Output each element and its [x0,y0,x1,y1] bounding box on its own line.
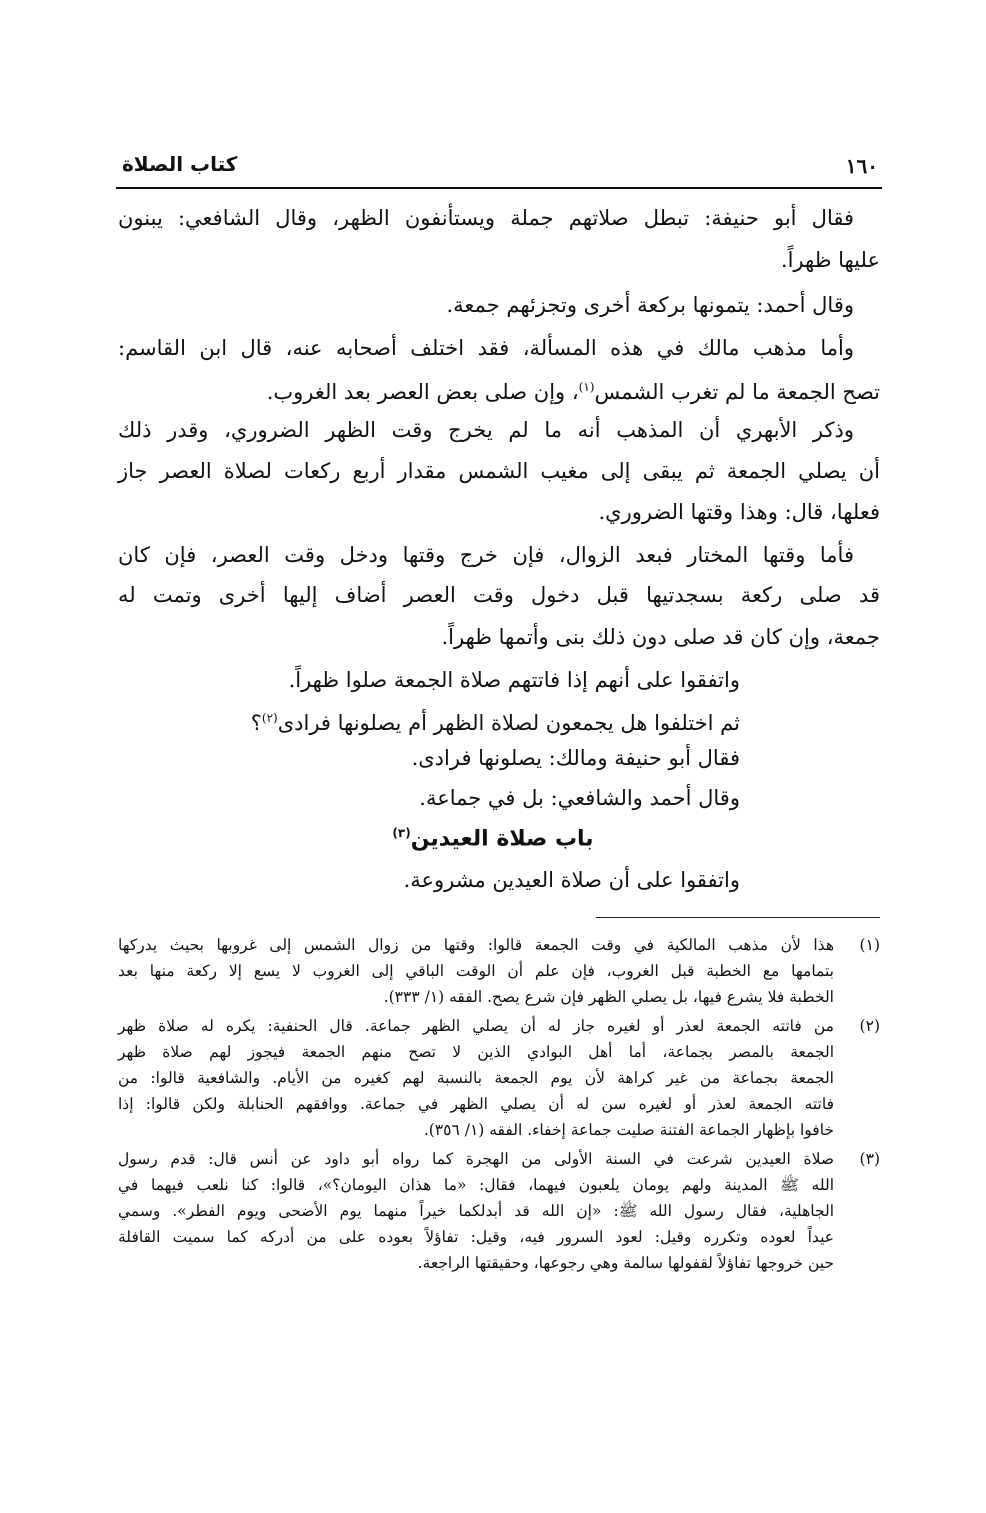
page-header [118,148,880,184]
footnote-1 [118,932,880,1010]
body-line: فعلها، قال: وهذا وقتها الضروري. [598,500,880,524]
footnote-number: (٢) [859,1017,880,1035]
footnote-number: (١) [859,936,880,954]
body-line: عليها ظهراً. [780,248,880,272]
body-line: وأما مذهب مالك في هذه المسألة، فقد اختلف أصحابه عنه، قال ابن القاسم: [118,336,854,360]
footnote-line: الله ﷺ المدينة ولهم يومان يلعبون فيهما، فقال: «ما هذان اليومان؟»، قالوا: كنا نلعب فيهما في [118,1176,834,1194]
body-text: تصح الجمعة ما لم تغرب الشمس [594,380,880,404]
body-line: وذكر الأبهري أن المذهب أنه ما لم يخرج وقت الظهر الضروري، وقدر ذلك [118,418,854,442]
footnote-line: الخطبة فلا يشرع فيها، بل يصلي الظهر فإن شرع يصح. الفقه (١/ ٣٣٣). [383,988,834,1006]
footnote-line: خافوا بإظهار الجماعة الفتنة صليت جماعة إخفاء. الفقه (١/ ٣٥٦). [423,1121,834,1139]
footnote-3 [118,1146,880,1276]
body-line: أن يصلي الجمعة ثم يبقى إلى مغيب الشمس مقدار أربع ركعات لصلاة العصر جاز [118,459,880,483]
footnote-ref-2[interactable]: (٢) [261,711,278,725]
heading-text: باب صلاة العيدين [410,826,594,852]
body-line: جمعة، وإن كان قد صلى دون ذلك بنى وأتمها ظهراً. [441,625,880,649]
footnote-line: عيداً لعوده وتكرره وقيل: لعود السرور فيه، وقيل: تفاؤلاً بعوده على من أدركه كما سميت القافلة [118,1228,834,1246]
footnote-ref-3[interactable]: (٣) [392,826,411,840]
running-title: كتاب الصلاة [122,152,238,176]
body-line: وقال أحمد: يتمونها بركعة أخرى وتجزئهم جمعة. [446,293,854,317]
body-line: وقال أحمد والشافعي: بل في جماعة. [419,786,740,810]
footnote-line: من فاتته الجمعة لعذر أو لغيره جاز له أن يصلي الظهر جماعة. قال الحنفية: يكره له صلاة ظهر [118,1017,834,1035]
footnote-line: الجمعة بجماعة من غير كراهة لأن يوم الجمعة بالنسبة لهم كغيره من الأيام. والشافعية قالوا: من [118,1069,834,1087]
body-text: ثم اختلفوا هل يجمعون لصلاة الظهر أم يصلونها فرادى [277,711,740,735]
footnote-line: حين خروجها تفاؤلاً لقفولها سالمة وهي رجوعها، وحقيقتها الراجعة. [417,1254,834,1272]
body-text: ، وإن صلى بعض العصر بعد الغروب. [266,380,579,404]
body-line: واتفقوا على أن صلاة العيدين مشروعة. [403,868,740,892]
header-rule [116,187,882,189]
section-heading [0,826,986,851]
body-line: فقال أبو حنيفة: تبطل صلاتهم جملة ويستأنفون الظهر، وقال الشافعي: يبنون [118,206,854,230]
body-line [118,703,880,738]
footnote-line: فاتته الجمعة لعذر أو لغيره سن له أن يصلي الظهر في جماعة. ووافقهم الحنابلة ولكن قالوا: إذا [118,1095,834,1113]
body-line: قد صلى ركعة بسجدتيها قبل دخول وقت العصر أضاف إليها أخرى وتمت له [118,583,880,607]
body-line [118,372,880,407]
body-line: فأما وقتها المختار فبعد الزوال، فإن خرج وقتها ودخل وقت العصر، فإن كان [118,543,854,567]
footnote-separator [596,917,880,918]
body-line: فقال أبو حنيفة ومالك: يصلونها فرادى. [411,746,740,770]
page-number: ١٦٠ [845,154,878,178]
body-text: ؟ [250,711,262,735]
footnote-line: الجمعة بالمصر بجماعة، أما أهل البوادي الذين لا تصح منهم الجمعة فيجوز لهم صلاة ظهر [118,1043,834,1061]
footnote-number: (٣) [859,1150,880,1168]
footnote-line: هذا لأن مذهب المالكية في وقت الجمعة قالوا: وقتها من زوال الشمس إلى غروبها بحيث يدركها [118,936,834,954]
body-line: واتفقوا على أنهم إذا فاتتهم صلاة الجمعة صلوا ظهراً. [288,668,740,692]
footnote-line: صلاة العيدين شرعت في السنة الأولى من الهجرة كما رواه أبو داود عن أنس قال: قدم رسول [118,1150,834,1168]
footnote-line: بتمامها مع الخطبة قبل الغروب، فإن علم أن الوقت الباقي إلى الغروب لا يسع إلا ركعة منها بعد [118,962,834,980]
footnote-ref-1[interactable]: (١) [578,380,595,394]
footnote-line: الجاهلية، فقال رسول الله ﷺ: «إن الله قد أبدلكما خيراً منهما يوم الأضحى ويوم الفطر». وسمي [118,1202,834,1220]
footnote-2 [118,1013,880,1143]
